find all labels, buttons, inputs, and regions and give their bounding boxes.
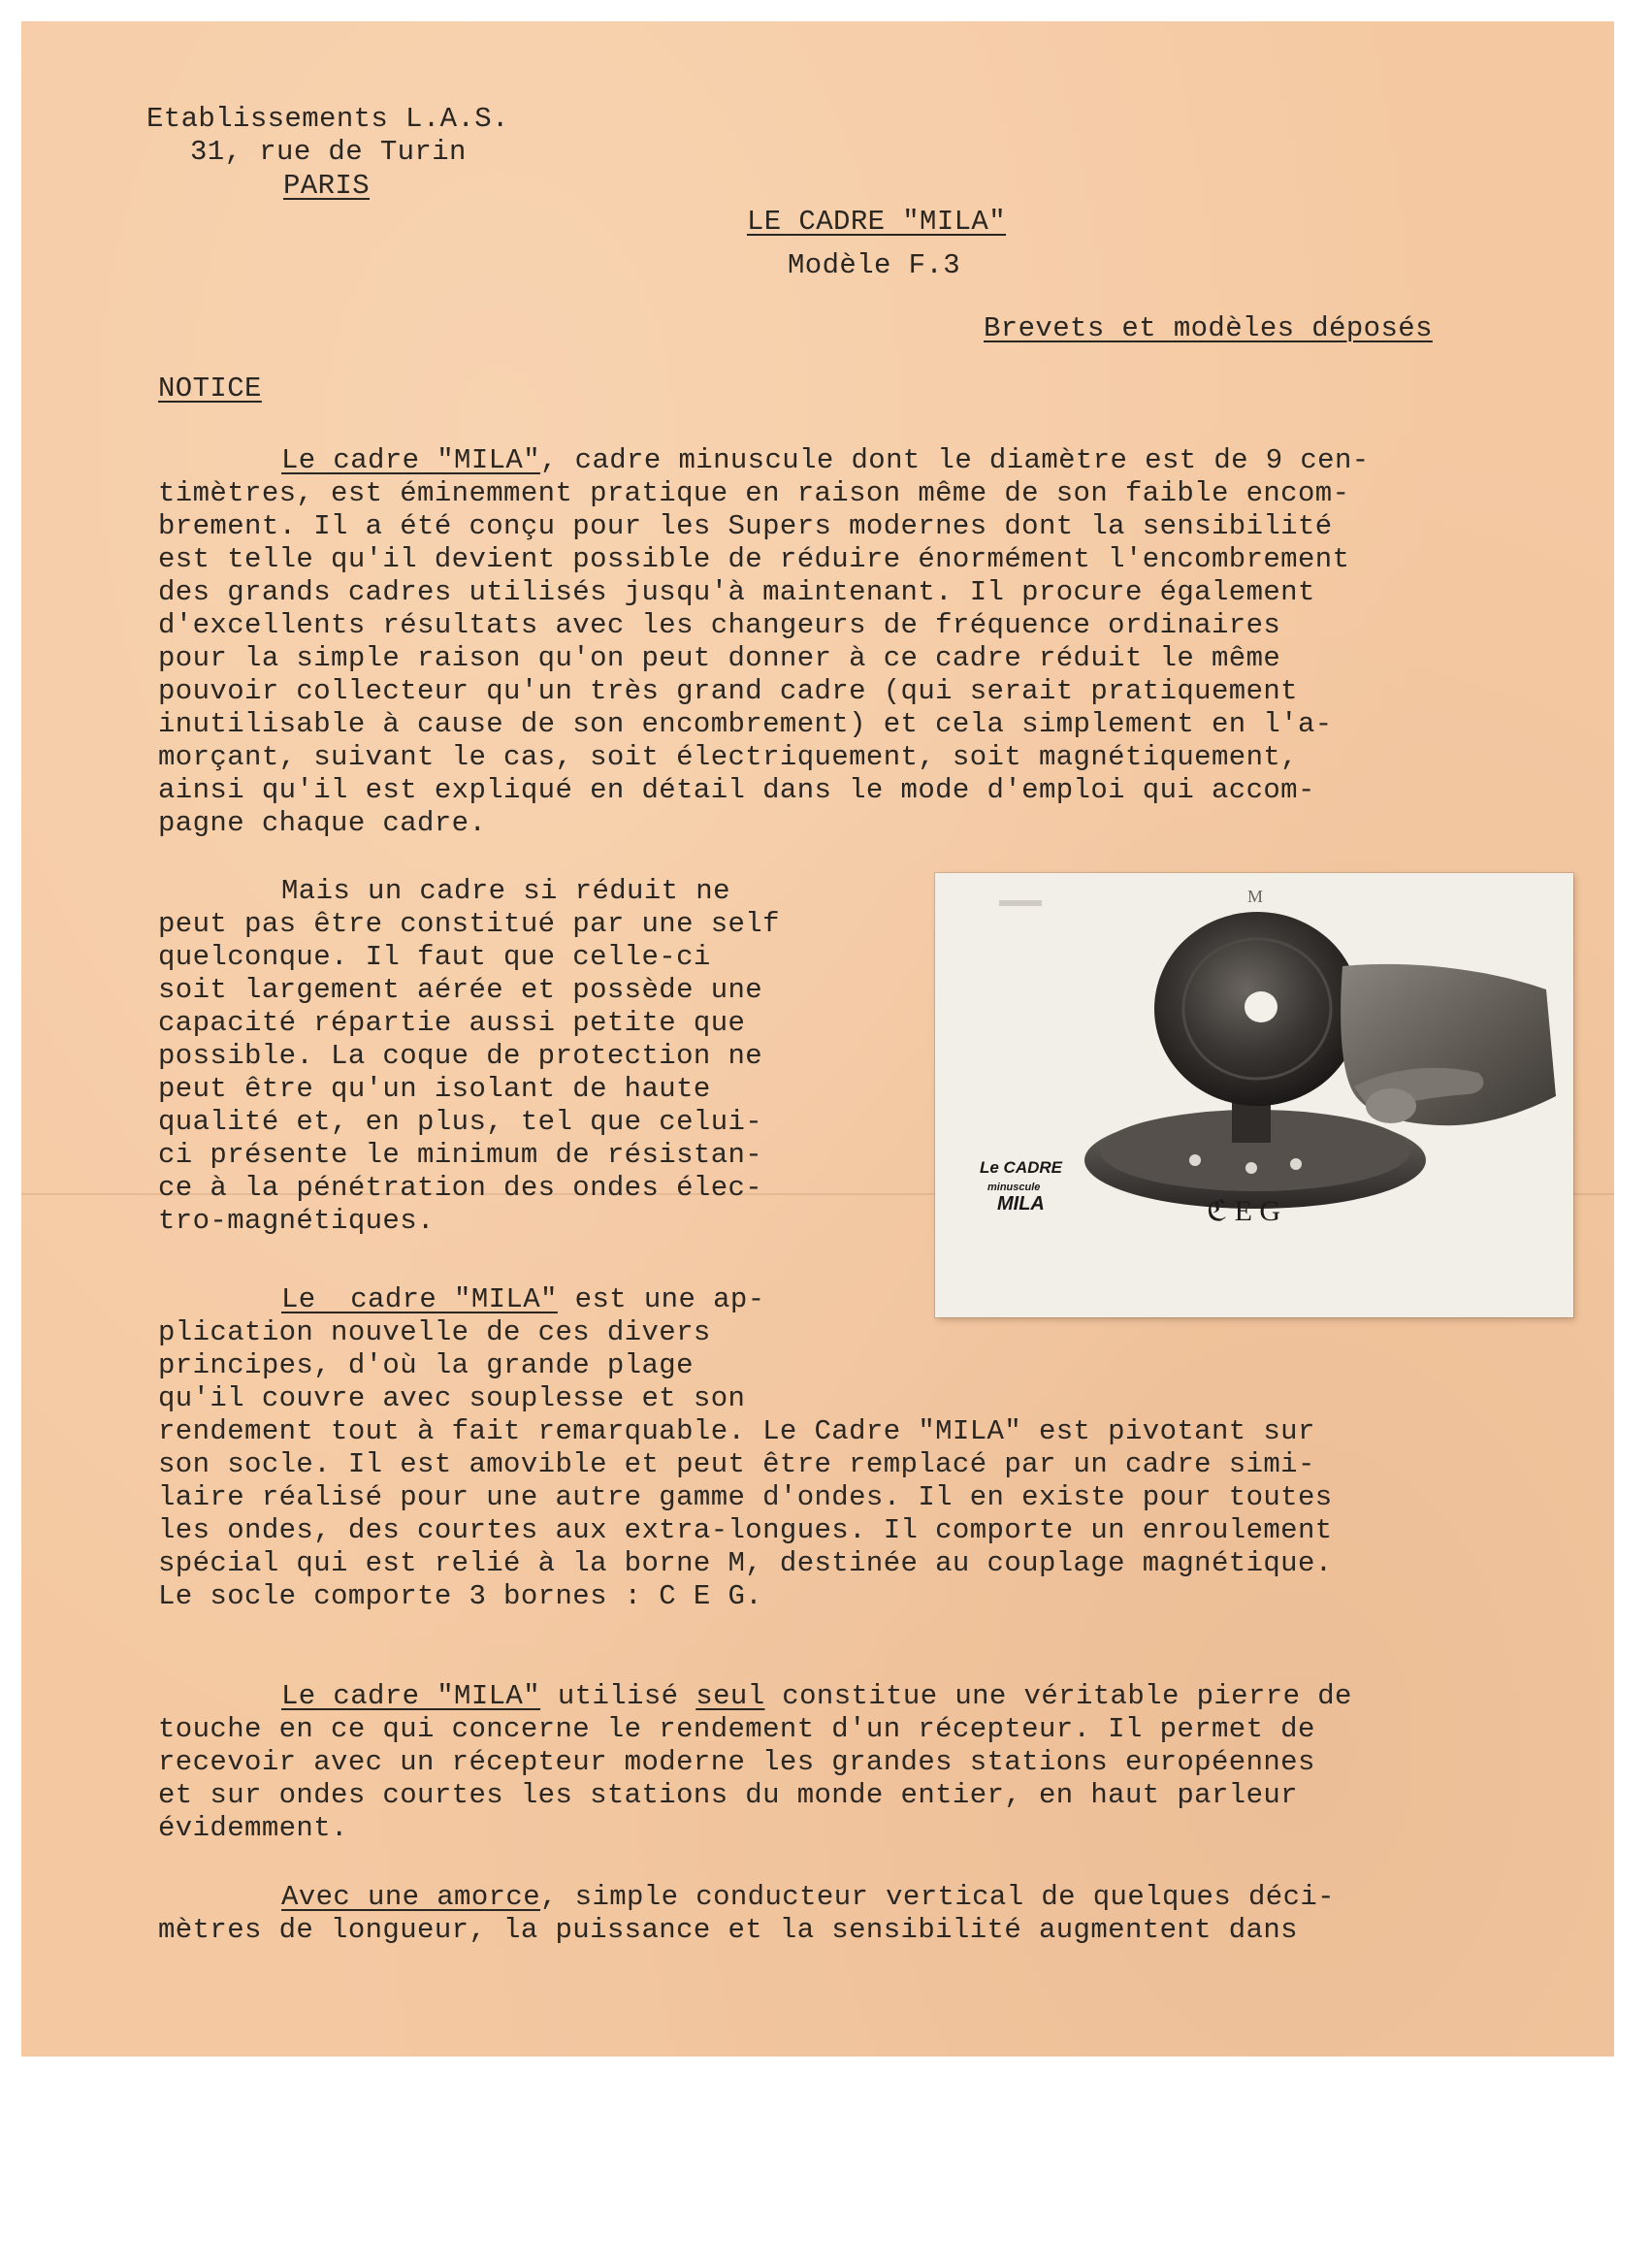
notice-label-text: NOTICE [158, 373, 262, 405]
paragraph-1-line-10: morçant, suivant le cas, soit électriquement, soit magnétiquement, [158, 741, 1298, 773]
company-city [283, 170, 370, 203]
paragraph-2-line-2: peut pas être constitué par une self [158, 908, 780, 940]
paragraph-3-line-3: principes, d'où la grande plage [158, 1349, 694, 1381]
paragraph-3-line-5: rendement tout à fait remarquable. Le Cadre "MILA" est pivotant sur [158, 1415, 1315, 1447]
paragraph-1-line-5: des grands cadres utilisés jusqu'à maintenant. Il procure également [158, 576, 1315, 608]
paragraph-2-line-4: soit largement aérée et possède une [158, 974, 763, 1006]
photo-caption-line-1: Le CADRE [980, 1158, 1063, 1177]
paragraph-2-line-5: capacité répartie aussi petite que [158, 1007, 746, 1039]
paragraph-5-line-2: mètres de longueur, la puissance et la sensibilité augmentent dans [158, 1914, 1298, 1946]
paragraph-5-line-1 [281, 1881, 1335, 1914]
paragraph-1-line-7: pour la simple raison qu'on peut donner à ce cadre réduit le même [158, 642, 1281, 674]
paragraph-3-line-6: son socle. Il est amovible et peut être remplacé par un cadre simi- [158, 1448, 1315, 1480]
paragraph-1-line-9: inutilisable à cause de son encombrement) et cela simplement en l'a- [158, 708, 1333, 740]
paragraph-3-line-2: plication nouvelle de ces divers [158, 1316, 711, 1348]
paragraph-3-line-9: spécial qui est relié à la borne M, destinée au couplage magnétique. [158, 1547, 1333, 1579]
paragraph-5-lead: Avec une amorce [281, 1881, 541, 1913]
paragraph-2-line-9: ci présente le minimum de résistan- [158, 1139, 763, 1171]
patent-notice [984, 312, 1433, 345]
paragraph-3-line-8: les ondes, des courtes aux extra-longues. Il comporte un enroulement [158, 1514, 1333, 1546]
paragraph-1-line-6: d'excellents résultats avec les changeurs de fréquence ordinaires [158, 609, 1281, 641]
paragraph-1-line-12: pagne chaque cadre. [158, 807, 487, 839]
paragraph-4-seul: seul [695, 1680, 765, 1712]
paragraph-2-line-6: possible. La coque de protection ne [158, 1040, 763, 1072]
paragraph-3-line-4: qu'il couvre avec souplesse et son [158, 1382, 746, 1414]
paragraph-2-line-3: quelconque. Il faut que celle-ci [158, 941, 711, 973]
paragraph-4-line-1 [281, 1680, 1352, 1713]
paragraph-5-text: , simple conducteur vertical de quelques déci- [540, 1881, 1335, 1913]
paragraph-3-text: est une ap- [557, 1283, 765, 1315]
paragraph-3-lead: Le cadre "MILA" [281, 1283, 558, 1315]
terminal-marks: ℭ E G [1207, 1195, 1281, 1227]
paragraph-1-line-8: pouvoir collecteur qu'un très grand cadre (qui serait pratiquement [158, 675, 1298, 707]
paragraph-1-text: , cadre minuscule dont le diamètre est de 9 cen- [540, 444, 1370, 476]
paragraph-2-line-11: tro-magnétiques. [158, 1205, 435, 1237]
company-city-text: PARIS [283, 170, 371, 202]
photo-caption-line-3: MILA [997, 1193, 1045, 1215]
paragraph-1-line-4: est telle qu'il devient possible de réduire énormément l'encombrement [158, 543, 1350, 575]
paragraph-3-line-7: laire réalisé pour une autre gamme d'ondes. Il en existe pour toutes [158, 1481, 1333, 1513]
patent-notice-text: Brevets et modèles déposés [984, 312, 1433, 344]
paragraph-1-line-11: ainsi qu'il est expliqué en détail dans le mode d'emploi qui accom- [158, 774, 1315, 806]
document-title-text: LE CADRE "MILA" [747, 206, 1007, 238]
photo-caption-line-2: minuscule [987, 1182, 1041, 1193]
paragraph-1-line-3: brement. Il a été conçu pour les Supers modernes dont la sensibilité [158, 510, 1333, 542]
paragraph-2-line-8: qualité et, en plus, tel que celui- [158, 1106, 763, 1138]
document-title [747, 206, 1006, 239]
paragraph-2-line-7: peut être qu'un isolant de haute [158, 1073, 711, 1105]
paragraph-1-line-2: timètres, est éminemment pratique en raison même de son faible encom- [158, 477, 1350, 509]
paragraph-2-line-1: Mais un cadre si réduit ne [281, 875, 730, 907]
product-photo [935, 873, 1573, 1317]
paragraph-4-line-4: et sur ondes courtes les stations du monde entier, en haut parleur [158, 1779, 1298, 1811]
model-number: Modèle F.3 [788, 249, 961, 281]
paragraph-2-line-10: ce à la pénétration des ondes élec- [158, 1172, 763, 1204]
paragraph-3-line-10: Le socle comporte 3 bornes : C E G. [158, 1580, 763, 1612]
document-page [21, 21, 1614, 2057]
paragraph-4-mid-1: utilisé [540, 1680, 696, 1712]
paragraph-4-line-5: évidemment. [158, 1812, 348, 1844]
top-mark: M [1247, 887, 1264, 906]
photo-illustration [935, 873, 1573, 1317]
paragraph-4-line-2: touche en ce qui concerne le rendement d'un récepteur. Il permet de [158, 1713, 1315, 1745]
paragraph-4-lead: Le cadre "MILA" [281, 1680, 541, 1712]
paragraph-1-lead: Le cadre "MILA" [281, 444, 541, 476]
company-name: Etablissements L.A.S. [146, 103, 509, 135]
paragraph-1-line-1 [281, 444, 1370, 477]
paragraph-4-line-3: recevoir avec un récepteur moderne les grandes stations européennes [158, 1746, 1315, 1778]
notice-label [158, 373, 262, 405]
paragraph-4-mid-2: constitue une véritable pierre de [764, 1680, 1352, 1712]
paragraph-3-line-1 [281, 1283, 765, 1316]
company-address: 31, rue de Turin [190, 136, 467, 168]
